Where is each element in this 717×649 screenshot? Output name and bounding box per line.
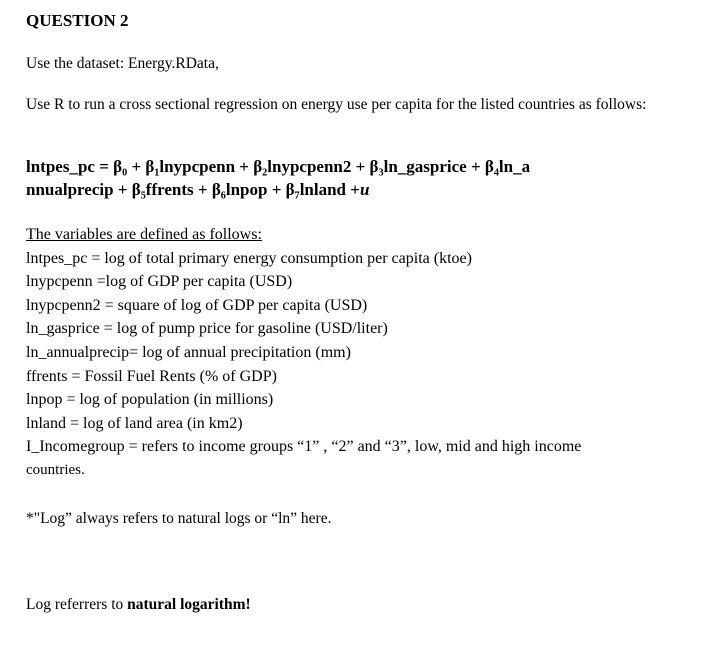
question-heading: QUESTION 2 <box>26 11 129 30</box>
equation-line-2-text: nnualprecip + β₅ffrents + β₆lnpop + β₇lnland + <box>26 180 360 199</box>
instruction-paragraph: Use R to run a cross sectional regression on energy use per capita for the listed countries as follows: <box>26 96 647 113</box>
dataset-line: Use the dataset: Energy.RData, <box>26 55 219 72</box>
equation-error-term: u <box>359 180 370 199</box>
definition-item: lnpop = log of population (in millions) <box>26 391 274 409</box>
definition-item: ln_gasprice = log of pump price for gasoline (USD/liter) <box>26 320 388 338</box>
definition-item: lntpes_pc = log of total primary energy consumption per capita (ktoe) <box>26 249 472 267</box>
equation-line-1: lntpes_pc = β₀ + β₁lnypcpenn + β₂lnypcpenn2 + β₃ln_gasprice + β₄ln_a <box>26 157 531 176</box>
definitions-title: The variables are defined as follows: <box>26 226 262 243</box>
final-note <box>26 596 251 614</box>
definition-item: lnypcpenn2 = square of log of GDP per capita (USD) <box>26 296 368 314</box>
definition-item: lnypcpenn =log of GDP per capita (USD) <box>26 273 293 291</box>
income-group-definition: I_Incomegroup = refers to income groups “1” , “2” and “3”, low, mid and high income <box>26 438 582 456</box>
variable-definitions <box>26 223 696 483</box>
final-note-text: Log referrers to <box>26 596 128 613</box>
definition-item: lnland = log of land area (in km2) <box>26 414 243 432</box>
equation-line-2 <box>26 178 686 201</box>
income-group-definition-continued: countries. <box>26 461 85 478</box>
definition-item: ln_annualprecip= log of annual precipitation (mm) <box>26 343 351 361</box>
log-note: *"Log” always refers to natural logs or “ln” here. <box>26 510 332 527</box>
final-note-emphasis: natural logarithm! <box>127 596 251 613</box>
definition-item: ffrents = Fossil Fuel Rents (% of GDP) <box>26 367 277 385</box>
regression-equation <box>26 155 686 201</box>
